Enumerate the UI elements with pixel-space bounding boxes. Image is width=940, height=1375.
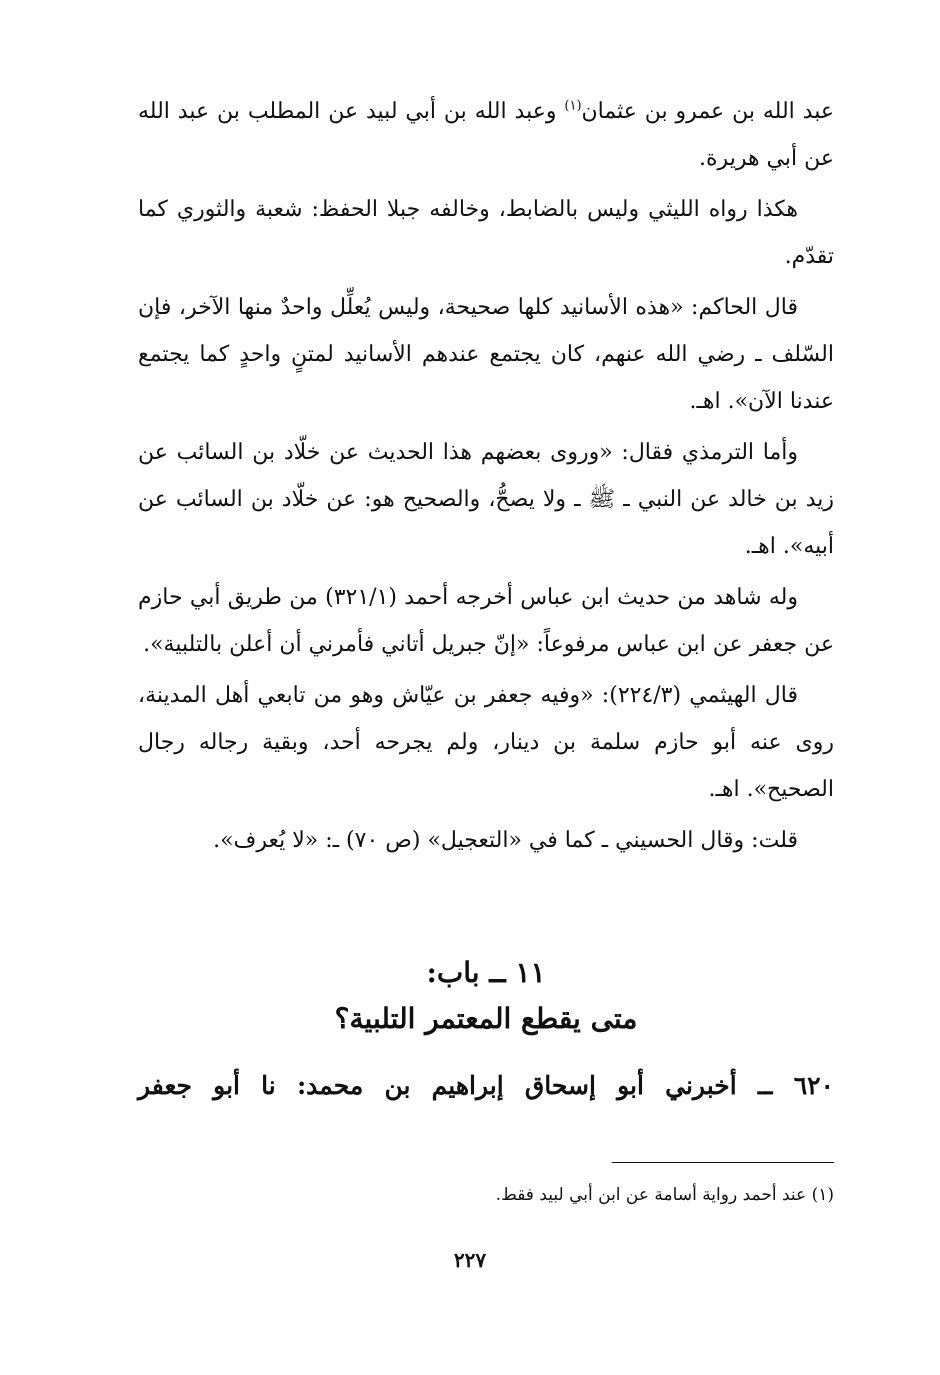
paragraph-haythami: قال الهيثمي (٢٢٤/٣): «وفيه جعفر بن عيّاش وهو من تابعي أهل المدينة، روى عنه أبو حازم سلمة بن دينار، ولم يجرحه أحد، وبقية رجاله رجال الصحيح». اهـ.: [138, 683, 834, 802]
paragraph-tirmidhi: وأما الترمذي فقال: «وروى بعضهم هذا الحديث عن خلّاد بن السائب عن زيد بن خالد عن النبي ـ ﷺ ـ ولا يصحُّ، والصحيح هو: عن خلّاد بن السائب عن أبيه». اهـ.: [138, 440, 834, 559]
paragraph-hakim: قال الحاكم: «هذه الأسانيد كلها صحيحة، وليس يُعلِّل واحدٌ منها الآخر، فإن السّلف ـ رضي الله عنهم، كان يجتمع عندهم الأسانيد لمتنٍ واحدٍ كما يجتمع عندنا الآن». اهـ.: [138, 295, 834, 414]
hadith-opening: ٦٢٠ ــ أخبرني أبو إسحاق إبراهيم بن محمد: نا أبو جعفر: [138, 1071, 834, 1100]
main-text: [138, 88, 834, 868]
paragraph-isnad: [138, 88, 834, 182]
chapter-number: ١١ ــ باب:: [426, 956, 546, 989]
page-number: ٢٢٧: [453, 1248, 487, 1272]
footnote-divider: [612, 1162, 834, 1163]
isnad-start: عبد الله بن عمرو بن عثمان: [581, 99, 834, 124]
isnad-rest: وعبد الله بن أبي لبيد عن المطلب بن عبد الله عن أبي هريرة.: [138, 99, 834, 171]
paragraph-shahid: وله شاهد من حديث ابن عباس أخرجه أحمد (٣٢١/١) من طريق أبي حازم عن جعفر عن ابن عباس مرفوعاً: «إنّ جبريل أتاني فأمرني أن أعلن بالتلبية».: [138, 585, 834, 657]
paragraph-laythi: هكذا رواه الليثي وليس بالضابط، وخالفه جبلا الحفظ: شعبة والثوري كما تقدّم.: [138, 197, 834, 269]
chapter-title: متى يقطع المعتمر التلبية؟: [334, 1002, 638, 1035]
footnote: (١) عند أحمد رواية أسامة عن ابن أبي لبيد فقط.: [495, 1185, 834, 1205]
paragraph-husayni: قلت: وقال الحسيني ـ كما في «التعجيل» (ص ٧٠) ـ: «لا يُعرف».: [213, 828, 798, 853]
chapter-heading: [138, 950, 834, 1042]
footnote-marker[interactable]: (١): [564, 98, 582, 114]
